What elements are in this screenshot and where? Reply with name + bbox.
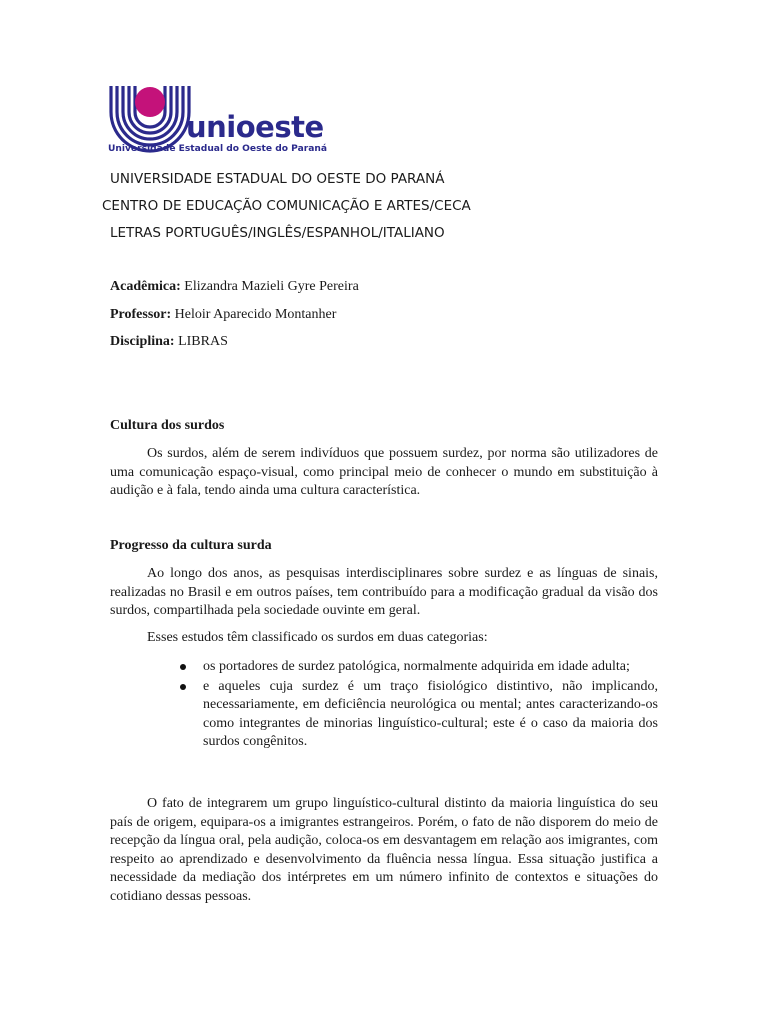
list-item-text: os portadores de surdez patológica, normalmente adquirida em idade adulta; [203,659,630,674]
paragraph-progresso-1: Ao longo dos anos, as pesquisas interdisciplinares sobre surdez e as línguas de sinais, realizadas no Brasil e em outros países, tem contribuído para a modificação gradual da visão dos surdos, compartilhada pela sociedade ouvinte em geral. [110,566,658,618]
university-name: UNIVERSIDADE ESTADUAL DO OESTE DO PARANÁ [110,171,445,187]
disciplina-value: LIBRAS [178,334,228,349]
bullet-icon [180,664,186,670]
section-title-cultura: Cultura dos surdos [110,418,225,433]
list-item [175,658,658,677]
section-title-progresso: Progresso da cultura surda [110,538,272,553]
unioeste-logo [108,84,330,154]
academica-value: Elizandra Mazieli Gyre Pereira [184,279,359,294]
bullet-icon [180,684,186,690]
unioeste-logo-graphic [108,84,330,154]
paragraph-progresso-3: O fato de integrarem um grupo linguístico-cultural distinto da maioria linguística do seu país de origem, equipara-os a imigrantes estrangeiros. Porém, o fato de não disporem do meio de recepção da língua oral, pela audição, coloca-os em desvantagem em relação aos imigrantes, com respeito ao aprendizado e desenvolvimento da fluência nessa língua. Essa situação justifica a necessidade da mediação dos intérpretes em um número infinito de contextos e situações do cotidiano dessas pessoas. [110,796,658,904]
disciplina-label: Disciplina: [110,334,175,349]
list-item-text: e aqueles cuja surdez é um traço fisiológico distintivo, não implicando, necessariamente, em deficiência neurológica ou mental; antes caracterizando-os como integrantes de minorias linguístico-cultural; este é o caso da maioria dos surdos congênitos. [203,678,658,749]
professor-line [110,307,336,323]
professor-value: Heloir Aparecido Montanher [174,307,337,322]
list-item [175,678,658,752]
disciplina-line [110,334,228,350]
categories-list [175,658,658,753]
professor-label: Professor: [110,307,172,322]
logo-wordmark: unioeste [186,110,324,144]
logo-subtitle: Universidade Estadual do Oeste do Paraná [108,143,327,154]
paragraph-cultura: Os surdos, além de serem indivíduos que possuem surdez, por norma são utilizadores de uma comunicação espaço-visual, como principal meio de conhecer o mundo em substituição à audição e à fala, tendo ainda uma cultura característica. [110,446,658,498]
center-name: CENTRO DE EDUCAÇÃO COMUNICAÇÃO E ARTES/CECA [102,198,471,214]
course-name: LETRAS PORTUGUÊS/INGLÊS/ESPANHOL/ITALIANO [110,225,445,241]
paragraph-progresso-2: Esses estudos têm classificado os surdos em duas categorias: [147,630,488,645]
academica-line [110,279,359,295]
academica-label: Acadêmica: [110,279,181,294]
